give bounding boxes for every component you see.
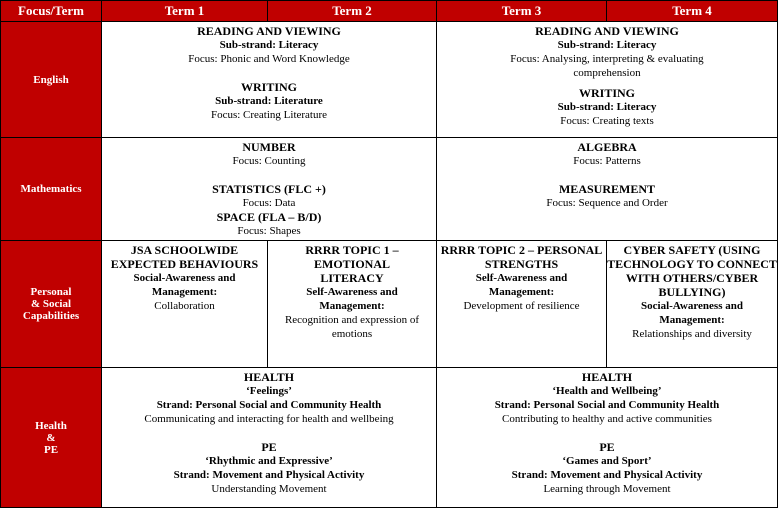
english-t12-rv-focus: Focus: Phonic and Word Knowledge [188, 53, 350, 65]
hpe-t34-pe-title: PE [599, 440, 615, 454]
psc-t3-title: RRRR TOPIC 2 – PERSONAL STRENGTHS [440, 243, 603, 271]
row-personal-social [1, 241, 778, 368]
row-health-pe [1, 368, 778, 508]
english-t34-w-sub: Sub-strand: Literacy [557, 101, 657, 113]
maths-t34-measurement-title: MEASUREMENT [558, 182, 655, 196]
maths-t34-measurement-focus: Focus: Sequence and Order [546, 197, 668, 209]
psc-t3-sub: Self-Awareness and Management: [475, 272, 568, 298]
header-term-4: Term 4 [607, 1, 778, 22]
label-english-text: English [33, 73, 69, 86]
maths-terms-3-4 [437, 138, 778, 241]
label-personal-social [1, 241, 102, 368]
english-t34-w-focus: Focus: Creating texts [560, 115, 654, 127]
psc-t1-sub: Social-Awareness and Management: [133, 272, 236, 298]
hpe-t12-pe-title: PE [261, 440, 277, 454]
english-terms-1-2 [102, 22, 437, 138]
english-t12-rv-sub: Sub-strand: Literacy [219, 39, 319, 51]
hpe-t12-pe-strand: Strand: Movement and Physical Activity [173, 469, 365, 481]
hpe-t12-health-quote: ‘Feelings’ [246, 385, 292, 397]
hpe-t12-health-focus: Communicating and interacting for health and wellbeing [144, 413, 394, 425]
label-psc-line2: & Social [30, 298, 72, 310]
header-term-2: Term 2 [268, 1, 437, 22]
label-hpe-line3: PE [43, 443, 59, 456]
maths-t12-number-title: NUMBER [242, 140, 296, 154]
english-t12-rv-title: READING AND VIEWING [197, 24, 341, 38]
psc-t1-focus: Collaboration [154, 300, 215, 312]
hpe-terms-3-4 [437, 368, 778, 508]
label-psc-line1: Personal [30, 286, 72, 298]
hpe-t34-health-strand: Strand: Personal Social and Community Health [494, 399, 720, 411]
header-focus-term: Focus/Term [1, 1, 102, 22]
psc-term-1 [102, 241, 268, 368]
hpe-t12-health-strand: Strand: Personal Social and Community Health [156, 399, 382, 411]
header-term-3: Term 3 [437, 1, 607, 22]
english-t34-rv-focus: Focus: Analysing, interpreting & evaluating comprehension [510, 53, 704, 79]
psc-t2-focus: Recognition and expression of emotions [284, 314, 420, 340]
psc-term-2 [268, 241, 437, 368]
header-row [1, 1, 778, 22]
hpe-t34-health-title: HEALTH [581, 370, 633, 384]
psc-t4-focus: Relationships and diversity [632, 328, 752, 340]
hpe-t12-pe-focus: Understanding Movement [211, 483, 327, 495]
psc-t2-sub: Self-Awareness and Management: [306, 286, 398, 312]
psc-t4-sub: Social-Awareness and Management: [641, 300, 743, 326]
maths-t12-statistics-title: STATISTICS (FLC +) [212, 182, 326, 196]
hpe-t34-health-quote: ‘Health and Wellbeing’ [552, 385, 662, 397]
maths-t34-algebra-focus: Focus: Patterns [573, 155, 641, 167]
english-t34-rv-title: READING AND VIEWING [535, 24, 679, 38]
maths-t12-space-focus: Focus: Shapes [237, 225, 301, 237]
psc-t4-title: CYBER SAFETY (USING TECHNOLOGY TO CONNECT WITH OTHERS/CYBER BULLYING) [607, 243, 777, 299]
maths-t34-algebra-title: ALGEBRA [577, 140, 637, 154]
hpe-t34-health-focus: Contributing to healthy and active communities [502, 413, 712, 425]
english-t34-rv-sub: Sub-strand: Literacy [557, 39, 657, 51]
english-t12-w-focus: Focus: Creating Literature [210, 109, 328, 121]
label-mathematics-text: Mathematics [20, 183, 82, 195]
maths-t12-statistics-focus: Focus: Data [242, 197, 296, 209]
psc-t2-title: RRRR TOPIC 1 – EMOTIONAL LITERACY [305, 243, 399, 285]
hpe-t34-pe-strand: Strand: Movement and Physical Activity [511, 469, 703, 481]
label-hpe-line1: Health [35, 419, 67, 432]
hpe-t34-pe-quote: ‘Games and Sport’ [562, 455, 652, 467]
maths-t12-number-focus: Focus: Counting [232, 155, 306, 167]
label-mathematics [1, 138, 102, 241]
hpe-t12-health-title: HEALTH [243, 370, 295, 384]
label-hpe-line2: & [46, 431, 56, 444]
hpe-t12-pe-quote: ‘Rhythmic and Expressive’ [205, 455, 333, 467]
label-health-pe [1, 368, 102, 508]
hpe-t34-pe-focus: Learning through Movement [543, 483, 671, 495]
english-terms-3-4 [437, 22, 778, 138]
row-english [1, 22, 778, 138]
english-t34-w-title: WRITING [578, 86, 635, 100]
english-t12-w-title: WRITING [240, 80, 297, 94]
psc-term-3 [437, 241, 607, 368]
psc-t3-focus: Development of resilience [463, 300, 580, 312]
english-t12-w-sub: Sub-strand: Literature [215, 95, 323, 107]
header-term-1: Term 1 [102, 1, 268, 22]
psc-t1-title: JSA SCHOOLWIDE EXPECTED BEHAVIOURS [110, 243, 259, 271]
hpe-terms-1-2 [102, 368, 437, 508]
maths-t12-space-title: SPACE (FLA – B/D) [216, 210, 322, 224]
row-mathematics [1, 138, 778, 241]
maths-terms-1-2 [102, 138, 437, 241]
label-psc-line3: Capabilities [22, 310, 80, 322]
psc-term-4 [607, 241, 778, 368]
label-english [1, 22, 102, 138]
